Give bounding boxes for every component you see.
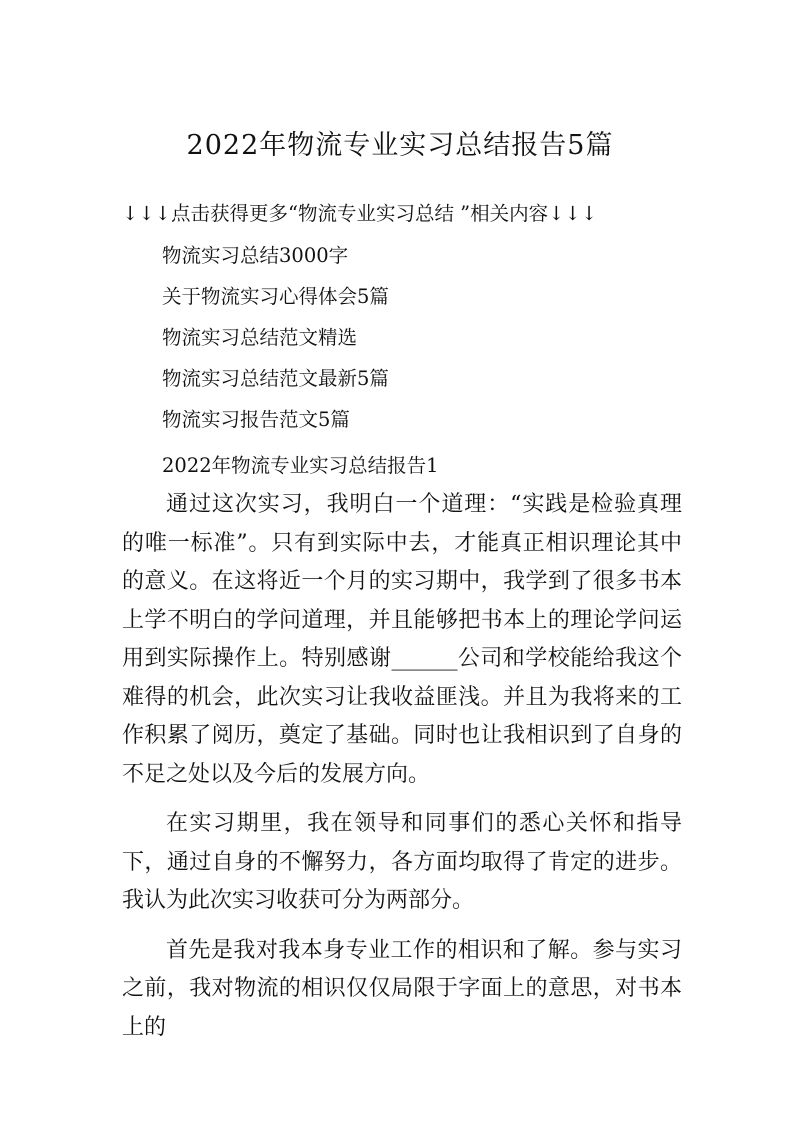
document-title: 2022年物流专业实习总结报告5篇 xyxy=(186,130,614,161)
related-links-list xyxy=(162,240,682,445)
related-link-selected-samples[interactable]: 物流实习总结范文精选 xyxy=(162,326,358,349)
body-paragraph: 在实习期里，我在领导和同事们的悉心关怀和指导下，通过自身的不懈努力，各方面均取得了肯定的进步。我认为此次实习收获可分为两部分。 xyxy=(122,811,682,913)
related-link-summary-3000[interactable]: 物流实习总结3000字 xyxy=(162,244,349,267)
document-body xyxy=(122,486,682,1047)
body-paragraph: 首先是我对我本身专业工作的相识和了解。参与实习之前，我对物流的相识仅仅局限于字面上的意思，对书本上的 xyxy=(122,937,682,1040)
body-paragraph: 通过这次实习，我明白一个道理：“实践是检验真理的唯一标准”。只有到实际中去，才能真正相识理论其中的意义。在这将近一个月的实习期中，我学到了很多书本上学不明白的学问道理，并且能够把书本上的理论学问运用到实际操作上。特别感谢______公司和学校能给我这个难得的机会，此次实习让我收益匪浅。并且为我将来的工作积累了阅历，奠定了基础。同时也让我相识到了自身的不足之处以及今后的发展方向。 xyxy=(122,492,682,787)
related-link-latest-samples[interactable]: 物流实习总结范文最新5篇 xyxy=(162,367,389,390)
related-content-prompt[interactable]: ↓↓↓点击获得更多“物流专业实习总结 ”相关内容↓↓↓ xyxy=(122,202,598,225)
section-heading: 2022年物流专业实习总结报告1 xyxy=(162,454,439,477)
related-link-report-samples[interactable]: 物流实习报告范文5篇 xyxy=(162,408,350,431)
related-link-experience[interactable]: 关于物流实习心得体会5篇 xyxy=(162,285,389,308)
